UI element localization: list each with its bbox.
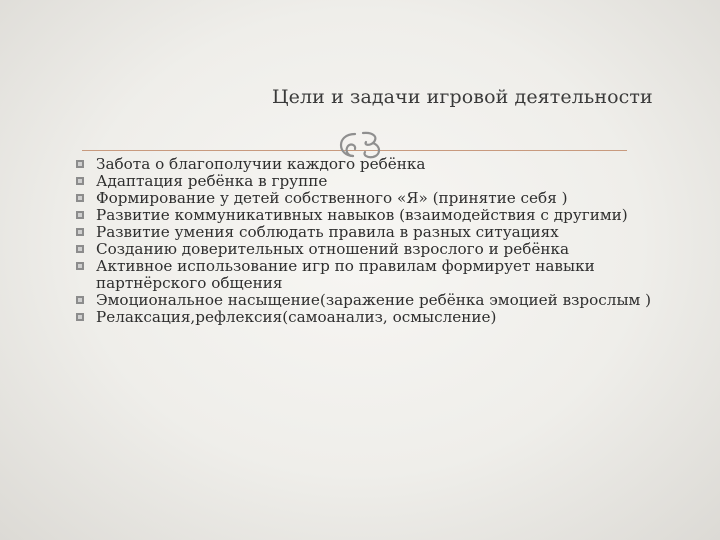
square-bullet-icon	[76, 245, 84, 253]
list-item-text: Адаптация ребёнка в группе	[96, 172, 328, 190]
square-bullet-icon	[76, 194, 84, 202]
list-item	[74, 156, 674, 173]
slide-title: Цели и задачи игровой деятельности	[272, 86, 653, 108]
square-bullet-icon	[76, 262, 84, 270]
list-item-text: Забота о благополучии каждого ребёнка	[96, 155, 426, 173]
list-item	[74, 241, 674, 258]
list-item	[74, 224, 674, 241]
list-item-text: Активное использование игр по правилам формирует навыки партнёрского общения	[96, 257, 595, 292]
square-bullet-icon	[76, 211, 84, 219]
list-item	[74, 309, 674, 326]
list-item	[74, 292, 674, 309]
list-item	[74, 207, 674, 224]
list-item	[74, 173, 674, 190]
bullet-list	[74, 156, 674, 326]
list-item	[74, 258, 674, 292]
list-item-text: Формирование у детей собственного «Я» (принятие себя )	[96, 189, 568, 207]
list-item-text: Эмоциональное насыщение(заражение ребёнка эмоцией взрослым )	[96, 291, 652, 309]
list-item-text: Развитие умения соблюдать правила в разных ситуациях	[96, 223, 559, 241]
list-item-text: Созданию доверительных отношений взрослого и ребёнка	[96, 240, 570, 258]
list-item	[74, 190, 674, 207]
square-bullet-icon	[76, 228, 84, 236]
square-bullet-icon	[76, 160, 84, 168]
list-item-text: Релаксация,рефлексия(самоанализ, осмысление)	[96, 308, 497, 326]
square-bullet-icon	[76, 313, 84, 321]
square-bullet-icon	[76, 296, 84, 304]
list-item-text: Развитие коммуникативных навыков (взаимодействия с другими)	[96, 206, 628, 224]
square-bullet-icon	[76, 177, 84, 185]
